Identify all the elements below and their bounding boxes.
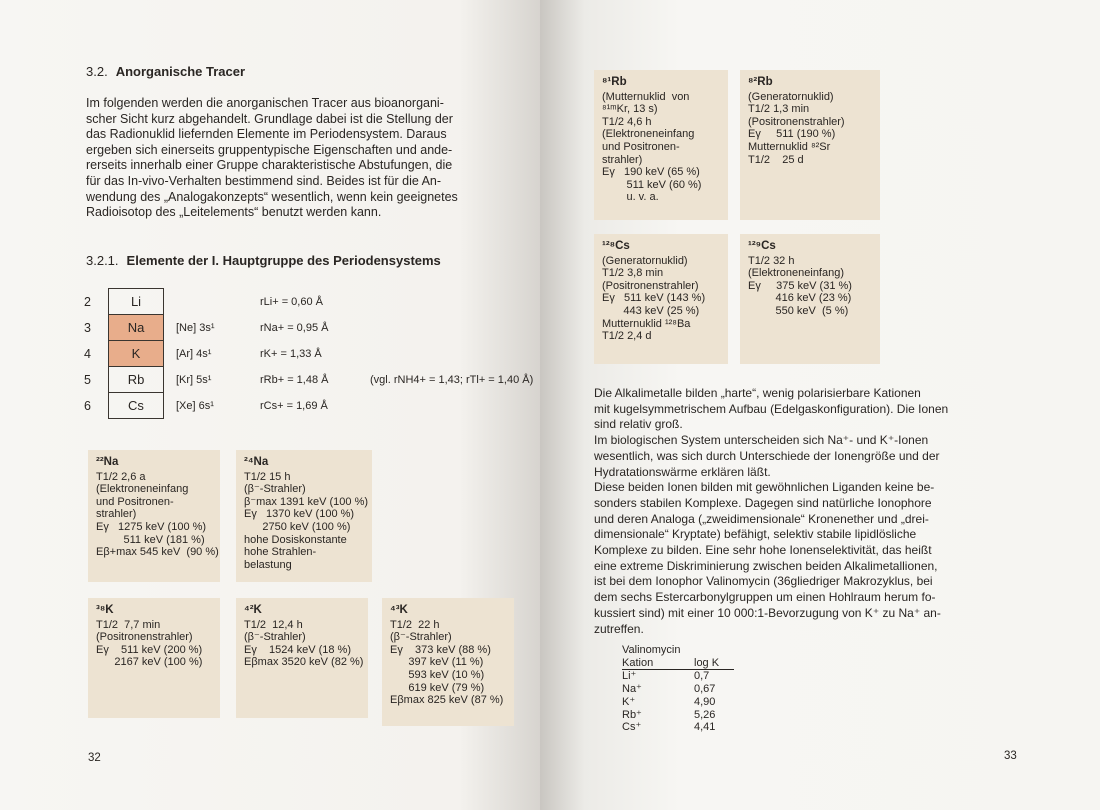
logk-cell: 4,90: [694, 695, 716, 708]
logk-cell: 0,67: [694, 683, 716, 696]
section-title: Anorganische Tracer: [115, 64, 246, 79]
card-line: T1/2 12,4 h: [244, 618, 303, 631]
card-line: und Positronen-: [602, 140, 680, 153]
card-line: T1/2 3,8 min: [602, 267, 664, 280]
period-number: 2: [84, 294, 91, 309]
period-number: 6: [84, 398, 91, 413]
text-line: ergeben sich einerseits gruppentypische Eigenschaften und ande-: [86, 142, 453, 157]
cation-cell: Rb⁺: [622, 708, 642, 721]
radius-note: (vgl. rNH4+ = 1,43; rTl+ = 1,40 Å): [370, 373, 534, 386]
isotope-label: ²⁴Na: [244, 456, 269, 468]
period-number: 4: [84, 346, 91, 361]
subsection-number: 3.2.1.: [86, 253, 119, 268]
radius-note: [370, 341, 533, 367]
card-line: (Elektroneneinfang): [748, 267, 845, 280]
isotope-card-k38: [88, 598, 220, 718]
card-line: Eγ 1275 keV (100 %): [96, 520, 207, 533]
text-line: Im folgenden werden die anorganischen Tracer aus bioanorgani-: [86, 96, 444, 110]
electron-config: [Xe] 6s¹: [176, 399, 214, 412]
card-line: (Generatornuklid): [748, 90, 834, 103]
ionic-radius: rNa+ = 0,95 Å: [260, 321, 329, 334]
radius-note: [370, 393, 533, 419]
electron-config: [Ne] 3s¹: [176, 321, 215, 334]
card-line: (β⁻-Strahler): [244, 483, 306, 496]
card-line: strahler): [96, 508, 137, 521]
card-line: 593 keV (10 %): [390, 668, 485, 681]
card-line: hohe Dosiskonstante: [244, 533, 347, 546]
electron-config: [164, 289, 245, 315]
card-line: β⁻max 1391 keV (100 %): [244, 495, 369, 508]
text-line: kussiert sind) mit einer 10 000:1-Bevorzugung von K⁺ zu Na⁺ an-: [594, 605, 941, 620]
isotope-label: ¹²⁹Cs: [748, 240, 776, 252]
text-line: eine extreme Diskriminierung zwischen beiden Alkalimetallionen,: [594, 558, 938, 573]
text-line: zutreffen.: [594, 621, 644, 636]
card-line: 619 keV (79 %): [390, 681, 485, 694]
text-line: ist bei dem Ionophor Valinomycin (36gliedriger Makrozyklus, bei: [594, 574, 933, 589]
card-line: strahler): [602, 153, 643, 166]
text-line: dem sechs Estercarbonylgruppen um einen Hohlraum herum fo-: [594, 590, 936, 605]
card-line: Eγ 1370 keV (100 %): [244, 508, 355, 521]
card-line: T1/2 25 d: [748, 153, 804, 166]
card-line: T1/2 1,3 min: [748, 103, 810, 116]
card-line: Eβ+max 545 keV (90 %): [96, 546, 219, 559]
subsection-title: Elemente der I. Hauptgruppe des Periodensystems: [126, 253, 441, 268]
card-line: (β⁻-Strahler): [244, 631, 306, 644]
section-heading: [86, 64, 245, 79]
text-line: Die Alkalimetalle bilden „harte“, wenig polarisierbare Kationen: [594, 386, 921, 400]
isotope-card-cs128: [594, 234, 728, 364]
isotope-label: ¹²⁸Cs: [602, 240, 630, 252]
card-line: Eγ 190 keV (65 %): [602, 166, 700, 179]
table-row: [622, 721, 734, 734]
left-page: [0, 0, 540, 810]
card-line: (Elektroneneinfang: [96, 483, 189, 496]
card-line: (Elektroneneinfang: [602, 128, 695, 141]
text-line: scher Sicht kurz abgehandelt. Grundlage dabei ist die Stellung der: [86, 111, 453, 126]
logk-cell: 0,7: [694, 670, 710, 683]
text-line: für das In-vivo-Verhalten bestimmend sind. Beides ist für die An-: [86, 173, 442, 188]
table-row: [622, 709, 734, 722]
card-line: 550 keV (5 %): [748, 304, 849, 317]
logk-cell: 5,26: [694, 708, 716, 721]
card-line: ⁸¹ᵐKr, 13 s): [602, 103, 658, 116]
element-row: [84, 367, 533, 393]
card-line: Eγ 511 keV (200 %): [96, 643, 203, 656]
column-header-cation: Kation: [622, 657, 694, 670]
isotope-card-na24: [236, 450, 372, 582]
isotope-label: ³⁸K: [96, 604, 114, 616]
page-number-right: 33: [1004, 750, 1017, 762]
card-line: 2750 keV (100 %): [244, 520, 351, 533]
ionic-radius: rCs+ = 1,69 Å: [260, 399, 328, 412]
card-line: T1/2 22 h: [390, 618, 440, 631]
logk-cell: 4,41: [694, 721, 716, 734]
card-line: T1/2 7,7 min: [96, 618, 161, 631]
section-number: 3.2.: [86, 64, 108, 79]
ionic-radius: rRb+ = 1,48 Å: [260, 373, 329, 386]
card-line: 416 keV (23 %): [748, 292, 852, 305]
text-line: sind relativ groß.: [594, 417, 683, 432]
valinomycin-table: [622, 644, 734, 734]
card-line: Eβmax 3520 keV (82 %): [244, 656, 364, 669]
isotope-label: ⁸¹Rb: [602, 76, 627, 88]
text-line: wendung des „Analogakonzepts“ wesentlich, wenn kein geeignetes: [86, 189, 458, 204]
element-row: [84, 289, 533, 315]
card-line: (Positronenstrahler): [96, 631, 193, 644]
text-line: Hydratationswärme erklären läßt.: [594, 464, 771, 479]
page-number-left: 32: [88, 752, 101, 764]
cation-cell: Li⁺: [622, 670, 637, 683]
isotope-label: ⁴³K: [390, 604, 408, 616]
table-row: [622, 696, 734, 709]
card-line: 2167 keV (100 %): [96, 656, 203, 669]
electron-config: [Ar] 4s¹: [176, 347, 212, 360]
element-symbol: Na: [109, 315, 164, 341]
card-line: T1/2 4,6 h: [602, 115, 652, 128]
card-line: (β⁻-Strahler): [390, 631, 452, 644]
electron-config: [Kr] 5s¹: [176, 373, 212, 386]
card-line: T1/2 32 h: [748, 254, 795, 267]
text-line: das Radionuklid liefernden Elemente im Periodensystem. Daraus: [86, 127, 447, 142]
card-line: 511 keV (181 %): [96, 533, 205, 546]
isotope-label: ²²Na: [96, 456, 119, 468]
card-line: (Generatornuklid): [602, 254, 688, 267]
card-line: 443 keV (25 %): [602, 304, 700, 317]
card-line: T1/2 2,6 a: [96, 470, 146, 483]
isotope-card-rb81: [594, 70, 728, 220]
card-line: belastung: [244, 558, 292, 571]
text-line: Im biologischen System unterscheiden sich Na⁺- und K⁺-Ionen: [594, 433, 929, 448]
element-row: [84, 393, 533, 419]
element-row: [84, 341, 533, 367]
text-line: Radioisotop des „Leitelements“ benutzt werden kann.: [86, 205, 382, 220]
text-line: Komplexe zu bilden. Eine sehr hohe Ionenselektivität, das heißt: [594, 543, 932, 558]
card-line: Mutternuklid ⁸²Sr: [748, 140, 831, 153]
element-symbol: Cs: [109, 393, 164, 419]
text-line: wesentlich, was sich durch Unterschiede der Ionengröße und der: [594, 448, 940, 463]
radius-note: [370, 289, 533, 315]
card-line: Mutternuklid ¹²⁸Ba: [602, 317, 691, 330]
card-line: Eγ 375 keV (31 %): [748, 279, 852, 292]
ionic-radius: rLi+ = 0,60 Å: [260, 295, 323, 308]
radius-note: [370, 315, 533, 341]
card-line: Eγ 373 keV (88 %): [390, 643, 491, 656]
card-line: Eβmax 825 keV (87 %): [390, 694, 504, 707]
isotope-card-rb82: [740, 70, 880, 220]
body-paragraph: [594, 386, 1034, 637]
card-line: Eγ 511 keV (143 %): [602, 292, 706, 305]
card-line: Eγ 511 (190 %): [748, 128, 836, 141]
text-line: sonders stabilen Komplexe. Dagegen sind natürliche Ionophore: [594, 495, 932, 510]
table-row: [622, 683, 734, 696]
subsection-heading: [86, 253, 441, 268]
card-line: (Mutternuklid von: [602, 90, 690, 103]
card-line: 511 keV (60 %): [602, 178, 702, 191]
isotope-label: ⁴²K: [244, 604, 262, 616]
text-line: Diese beiden Ionen bilden mit gewöhnlichen Liganden keine be-: [594, 480, 935, 495]
isotope-label: ⁸²Rb: [748, 76, 773, 88]
element-symbol: K: [109, 341, 164, 367]
card-line: u. v. a.: [602, 191, 659, 204]
card-line: (Positronenstrahler): [748, 115, 845, 128]
card-line: T1/2 2,4 d: [602, 330, 652, 343]
element-row: [84, 315, 533, 341]
text-line: dimensionale“ Kryptate) befähigt, selektiv stabile lipidlösliche: [594, 527, 917, 542]
isotope-card-cs129: [740, 234, 880, 364]
isotope-card-k43: [382, 598, 514, 726]
card-line: T1/2 15 h: [244, 470, 291, 483]
card-line: 397 keV (11 %): [390, 656, 484, 669]
cation-cell: K⁺: [622, 695, 636, 708]
card-line: und Positronen-: [96, 495, 174, 508]
table-row: [622, 670, 734, 683]
isotope-card-na22: [88, 450, 220, 582]
cation-cell: Na⁺: [622, 683, 642, 696]
intro-paragraph: [86, 96, 514, 221]
period-number: 5: [84, 372, 91, 387]
ionic-radius: rK+ = 1,33 Å: [260, 347, 322, 360]
card-line: Eγ 1524 keV (18 %): [244, 643, 351, 656]
element-symbol: Li: [109, 289, 164, 315]
text-line: mit kugelsymmetrischem Aufbau (Edelgaskonfiguration). Die Ionen: [594, 401, 949, 416]
text-line: rerseits innerhalb einer Gruppe charakteristische Abstufungen, die: [86, 158, 453, 173]
column-header-logk: log K: [694, 657, 734, 670]
table-title: Valinomycin: [622, 644, 681, 656]
element-symbol: Rb: [109, 367, 164, 393]
card-line: (Positronenstrahler): [602, 279, 699, 292]
cation-cell: Cs⁺: [622, 721, 642, 734]
card-line: hohe Strahlen-: [244, 546, 317, 559]
text-line: und deren Analoga („zweidimensionale“ Kronenether und „drei-: [594, 511, 929, 526]
periodic-group-table: [84, 288, 534, 419]
isotope-card-k42: [236, 598, 368, 718]
period-number: 3: [84, 320, 91, 335]
